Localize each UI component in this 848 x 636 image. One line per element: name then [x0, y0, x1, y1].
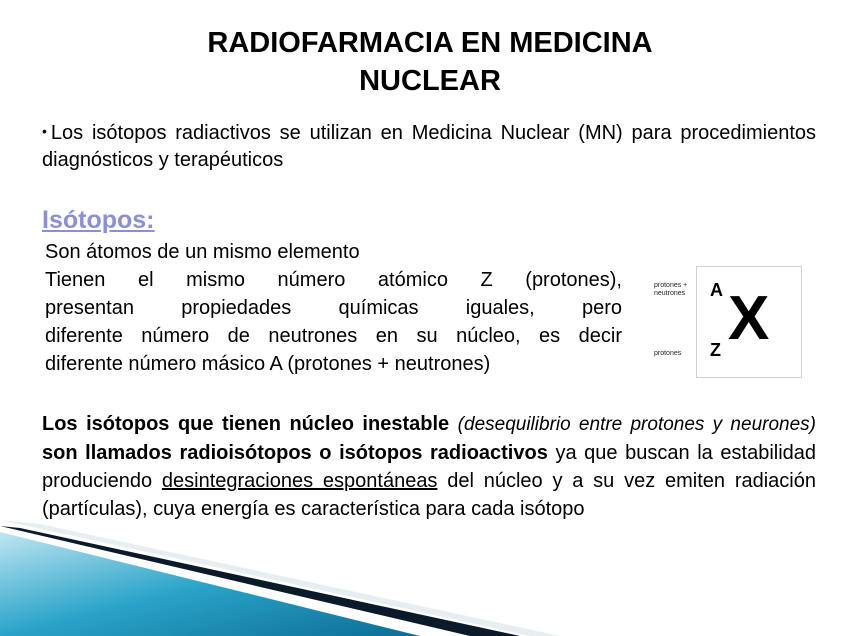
- definition-line-2: Tienen el mismo número atómico Z (protones),: [45, 269, 622, 291]
- definition-line-3: presentan propiedades químicas iguales, pero: [45, 297, 622, 319]
- para2-bold-2: son llamados radioisótopos o isótopos radioactivos: [42, 442, 548, 464]
- isotope-notation-diagram: [652, 266, 802, 378]
- bullet-icon: •: [42, 123, 47, 139]
- para2-italic-1: (desequilibrio entre protones y neurones): [457, 414, 816, 435]
- para2-text-2: del núcleo y a su vez emiten radiación (partículas), cuya energía es característica para cada isótopo: [42, 470, 816, 520]
- isotopos-heading: Isótopos:: [42, 206, 155, 234]
- intro-paragraph: [42, 118, 816, 174]
- intro-text: Los isótopos radiactivos se utilizan en Medicina Nuclear (MN) para procedimientos diagnósticos y terapéuticos: [42, 122, 816, 171]
- label-protones: protones: [654, 350, 682, 357]
- para2-text-1: ya que buscan la estabilidad produciendo: [42, 442, 817, 492]
- definition-line-5: diferente número másico A (protones + neutrones): [45, 353, 491, 375]
- corner-decoration: [0, 520, 848, 636]
- isotopos-definition: [45, 238, 622, 378]
- page-title: [0, 24, 848, 100]
- para2-underlined: desintegraciones espontáneas: [161, 470, 438, 492]
- title-line-1: RADIOFARMACIA EN MEDICINA: [207, 27, 653, 59]
- title-line-2: NUCLEAR: [359, 65, 501, 97]
- label-top-line-2: neutrones: [654, 290, 686, 297]
- definition-line-4: diferente número de neutrones en su núcleo, es decir: [45, 325, 622, 347]
- label-protones-neutrones: [654, 282, 687, 298]
- definition-line-1: Son átomos de un mismo elemento: [45, 241, 360, 263]
- para2-bold-1: Los isótopos que tienen núcleo inestable: [42, 413, 450, 435]
- label-top-line-1: protones +: [654, 282, 688, 289]
- decoration-blue-wave: [0, 532, 420, 636]
- mass-number-symbol: A: [710, 280, 723, 300]
- element-symbol: X: [728, 284, 770, 353]
- atomic-number-symbol: Z: [710, 340, 721, 360]
- radioisotopes-paragraph: [42, 410, 816, 523]
